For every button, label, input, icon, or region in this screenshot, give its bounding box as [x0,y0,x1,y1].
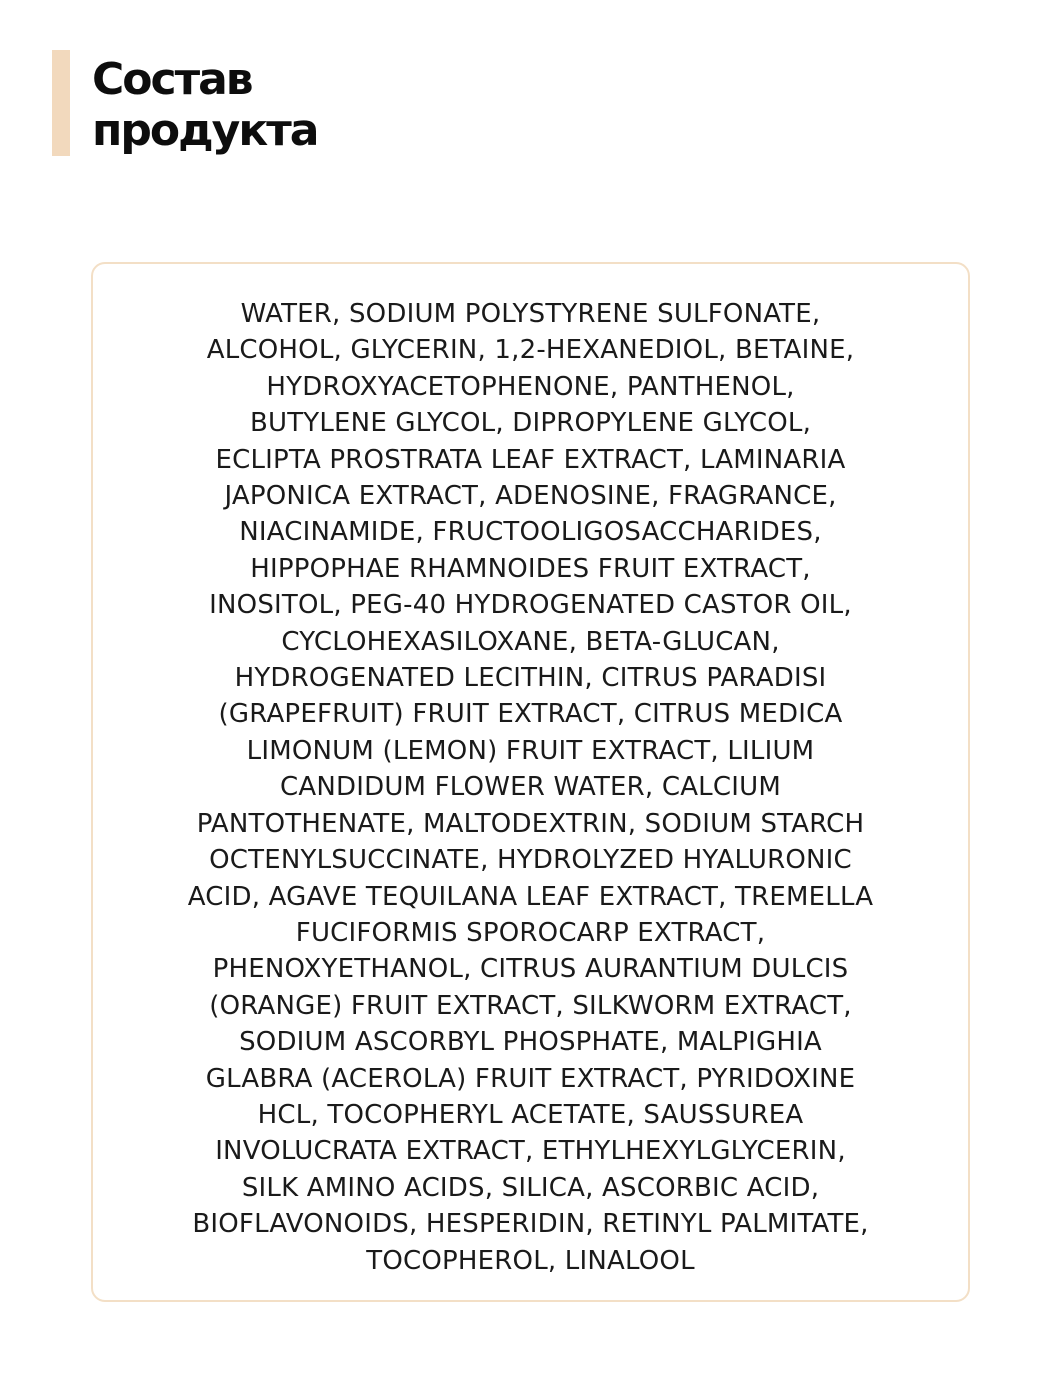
ingredients-line: INVOLUCRATA EXTRACT, ETHYLHEXYLGLYCERIN, [215,1136,846,1167]
ingredients-line: SILK AMINO ACIDS, SILICA, ASCORBIC ACID, [241,1172,820,1203]
ingredients-line: BUTYLENE GLYCOL, DIPROPYLENE GLYCOL, [249,408,812,439]
ingredients-line: ECLIPTA PROSTRATA LEAF EXTRACT, LAMINARIA [215,444,846,475]
ingredients-line: INOSITOL, PEG-40 HYDROGENATED CASTOR OIL, [209,590,852,621]
ingredients-line: PHENOXYETHANOL, CITRUS AURANTIUM DULCIS [212,954,849,985]
ingredients-line: (ORANGE) FRUIT EXTRACT, SILKWORM EXTRACT, [209,990,852,1021]
ingredients-line: HIPPOPHAE RHAMNOIDES FRUIT EXTRACT, [250,553,811,584]
page-title [92,54,317,156]
ingredients-line: HCL, TOCOPHERYL ACETATE, SAUSSUREA [257,1099,804,1130]
title-block [52,50,317,156]
ingredients-line: CANDIDUM FLOWER WATER, CALCIUM [280,772,781,803]
ingredients-card [91,262,970,1302]
page-title-line-2: продукта [92,105,318,156]
ingredients-line: SODIUM ASCORBYL PHOSPHATE, MALPIGHIA [239,1027,822,1058]
page-title-line-1: Состав [92,54,252,105]
ingredients-line: TOCOPHEROL, LINALOOL [366,1245,695,1276]
ingredients-line: CYCLOHEXASILOXANE, BETA-GLUCAN, [281,626,780,657]
ingredients-line: OCTENYLSUCCINATE, HYDROLYZED HYALURONIC [209,845,852,876]
ingredients-line: HYDROGENATED LECITHIN, CITRUS PARADISI [234,663,827,694]
ingredients-line: JAPONICA EXTRACT, ADENOSINE, FRAGRANCE, [224,481,837,512]
ingredients-line: LIMONUM (LEMON) FRUIT EXTRACT, LILIUM [246,735,815,766]
ingredients-line: BIOFLAVONOIDS, HESPERIDIN, RETINYL PALMITATE, [192,1209,869,1240]
ingredients-line: (GRAPEFRUIT) FRUIT EXTRACT, CITRUS MEDICA [218,699,843,730]
ingredients-line: HYDROXYACETOPHENONE, PANTHENOL, [266,371,795,402]
ingredients-line: NIACINAMIDE, FRUCTOOLIGOSACCHARIDES, [239,517,822,548]
ingredients-line: WATER, SODIUM POLYSTYRENE SULFONATE, [240,299,821,329]
ingredients-line: PANTOTHENATE, MALTODEXTRIN, SODIUM STARCH [196,808,865,839]
ingredients-text [103,296,958,1279]
ingredients-line: ACID, AGAVE TEQUILANA LEAF EXTRACT, TREMELLA [187,881,874,912]
ingredients-line: GLABRA (ACEROLA) FRUIT EXTRACT, PYRIDOXINE [205,1063,856,1094]
accent-bar [52,50,70,156]
ingredients-line: ALCOHOL, GLYCERIN, 1,2-HEXANEDIOL, BETAINE, [206,335,855,366]
ingredients-line: FUCIFORMIS SPOROCARP EXTRACT, [295,917,766,948]
